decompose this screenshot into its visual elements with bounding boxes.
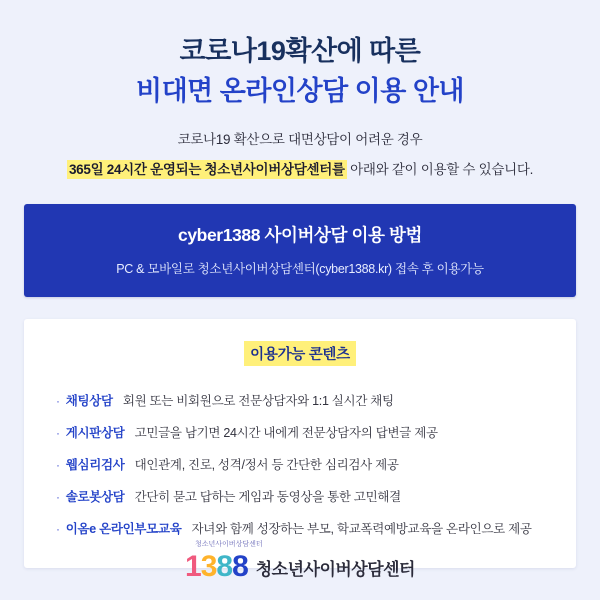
header-subtitle-rest: 아래와 같이 이용할 수 있습니다. bbox=[350, 161, 534, 177]
header-highlight-text: 365일 24시간 운영되는 청소년사이버상담센터를 bbox=[68, 161, 345, 177]
page-title-line1: 코로나19확산에 따른 bbox=[179, 36, 421, 66]
list-item-desc: 고민글을 남기면 24시간 내에게 전문상담자의 답변글 제공 bbox=[134, 425, 438, 440]
list-item-desc: 회원 또는 비회원으로 전문상담자와 1:1 실시간 채팅 bbox=[122, 393, 394, 408]
logo-tagline: 청소년사이버상담센터 bbox=[195, 541, 263, 548]
list-item bbox=[42, 512, 558, 544]
band-subtitle: PC & 모바일로 청소년사이버상담센터(cyber1388.kr) 접속 후 이용가능 bbox=[116, 261, 484, 276]
logo-digit-1: 1 bbox=[185, 550, 201, 583]
list-item-name: 이옴e 온라인부모교육 bbox=[65, 521, 182, 536]
logo-digit-8b: 8 bbox=[232, 550, 248, 583]
bullet-dot-icon: · bbox=[56, 425, 60, 440]
content-section-title: 이용가능 콘텐츠 bbox=[244, 341, 356, 366]
list-item-desc: 대인관계, 진로, 성격/정서 등 간단한 심리검사 제공 bbox=[134, 457, 399, 472]
list-item bbox=[42, 448, 558, 480]
footer bbox=[0, 541, 600, 583]
cyber1388-logo bbox=[185, 541, 263, 583]
footer-organization-name: 청소년사이버상담센터 bbox=[255, 559, 415, 579]
content-card bbox=[24, 319, 576, 568]
list-item-name: 게시판상담 bbox=[65, 425, 125, 440]
bullet-dot-icon: · bbox=[56, 521, 60, 536]
list-item bbox=[42, 384, 558, 416]
bullet-dot-icon: · bbox=[56, 393, 60, 408]
content-list bbox=[42, 384, 558, 544]
list-item-desc: 자녀와 함께 성장하는 부모, 학교폭력예방교육을 온라인으로 제공 bbox=[191, 521, 532, 536]
method-band bbox=[24, 204, 576, 297]
poster-header bbox=[0, 0, 600, 178]
list-item-name: 웹심리검사 bbox=[65, 457, 125, 472]
list-item bbox=[42, 480, 558, 512]
list-item bbox=[42, 416, 558, 448]
content-title-wrap bbox=[42, 341, 558, 366]
list-item-name: 솔로봇상담 bbox=[65, 489, 125, 504]
list-item-name: 채팅상담 bbox=[65, 393, 113, 408]
bullet-dot-icon: · bbox=[56, 457, 60, 472]
header-subtitle-second bbox=[0, 158, 600, 178]
band-title: cyber1388 사이버상담 이용 방법 bbox=[178, 224, 422, 245]
bullet-dot-icon: · bbox=[56, 489, 60, 504]
list-item-desc: 간단히 묻고 답하는 게임과 동영상을 통한 고민해결 bbox=[134, 489, 401, 504]
page-title-line2: 비대면 온라인상담 이용 안내 bbox=[136, 76, 464, 107]
header-subtitle: 코로나19 확산으로 대면상담이 어려운 경우 bbox=[177, 131, 423, 147]
logo-digit-8a: 8 bbox=[216, 550, 233, 583]
logo-digit-3: 3 bbox=[200, 550, 217, 583]
